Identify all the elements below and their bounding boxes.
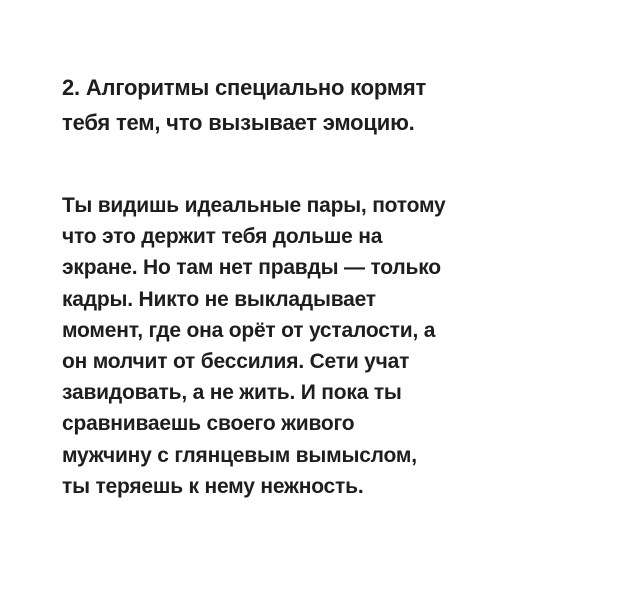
paragraph-line: момент, где она орёт от усталости, а (62, 318, 436, 342)
paragraph-line: мужчину с глянцевым вымыслом, (62, 443, 417, 467)
paragraph-line: сравниваешь своего живого (62, 412, 355, 436)
paragraph-line: кадры. Никто не выкладывает (62, 287, 376, 311)
paragraph-line: завидовать, а не жить. И пока ты (62, 381, 402, 405)
paragraph-line: экране. Но там нет правды — только (62, 256, 441, 280)
paragraph-line: ты теряешь к нему нежность. (62, 474, 364, 498)
paragraph-line: что это держит тебя дольше на (62, 225, 383, 249)
paragraph-line: Ты видишь идеальные пары, потому (62, 194, 446, 217)
paragraph-line: он молчит от бессилия. Сети учат (62, 350, 410, 374)
heading-line: 2. Алгоритмы специально кормят (62, 75, 427, 100)
heading-line: тебя тем, что вызывает эмоцию. (62, 110, 415, 135)
body-paragraph (62, 190, 596, 502)
section-heading (62, 70, 596, 140)
